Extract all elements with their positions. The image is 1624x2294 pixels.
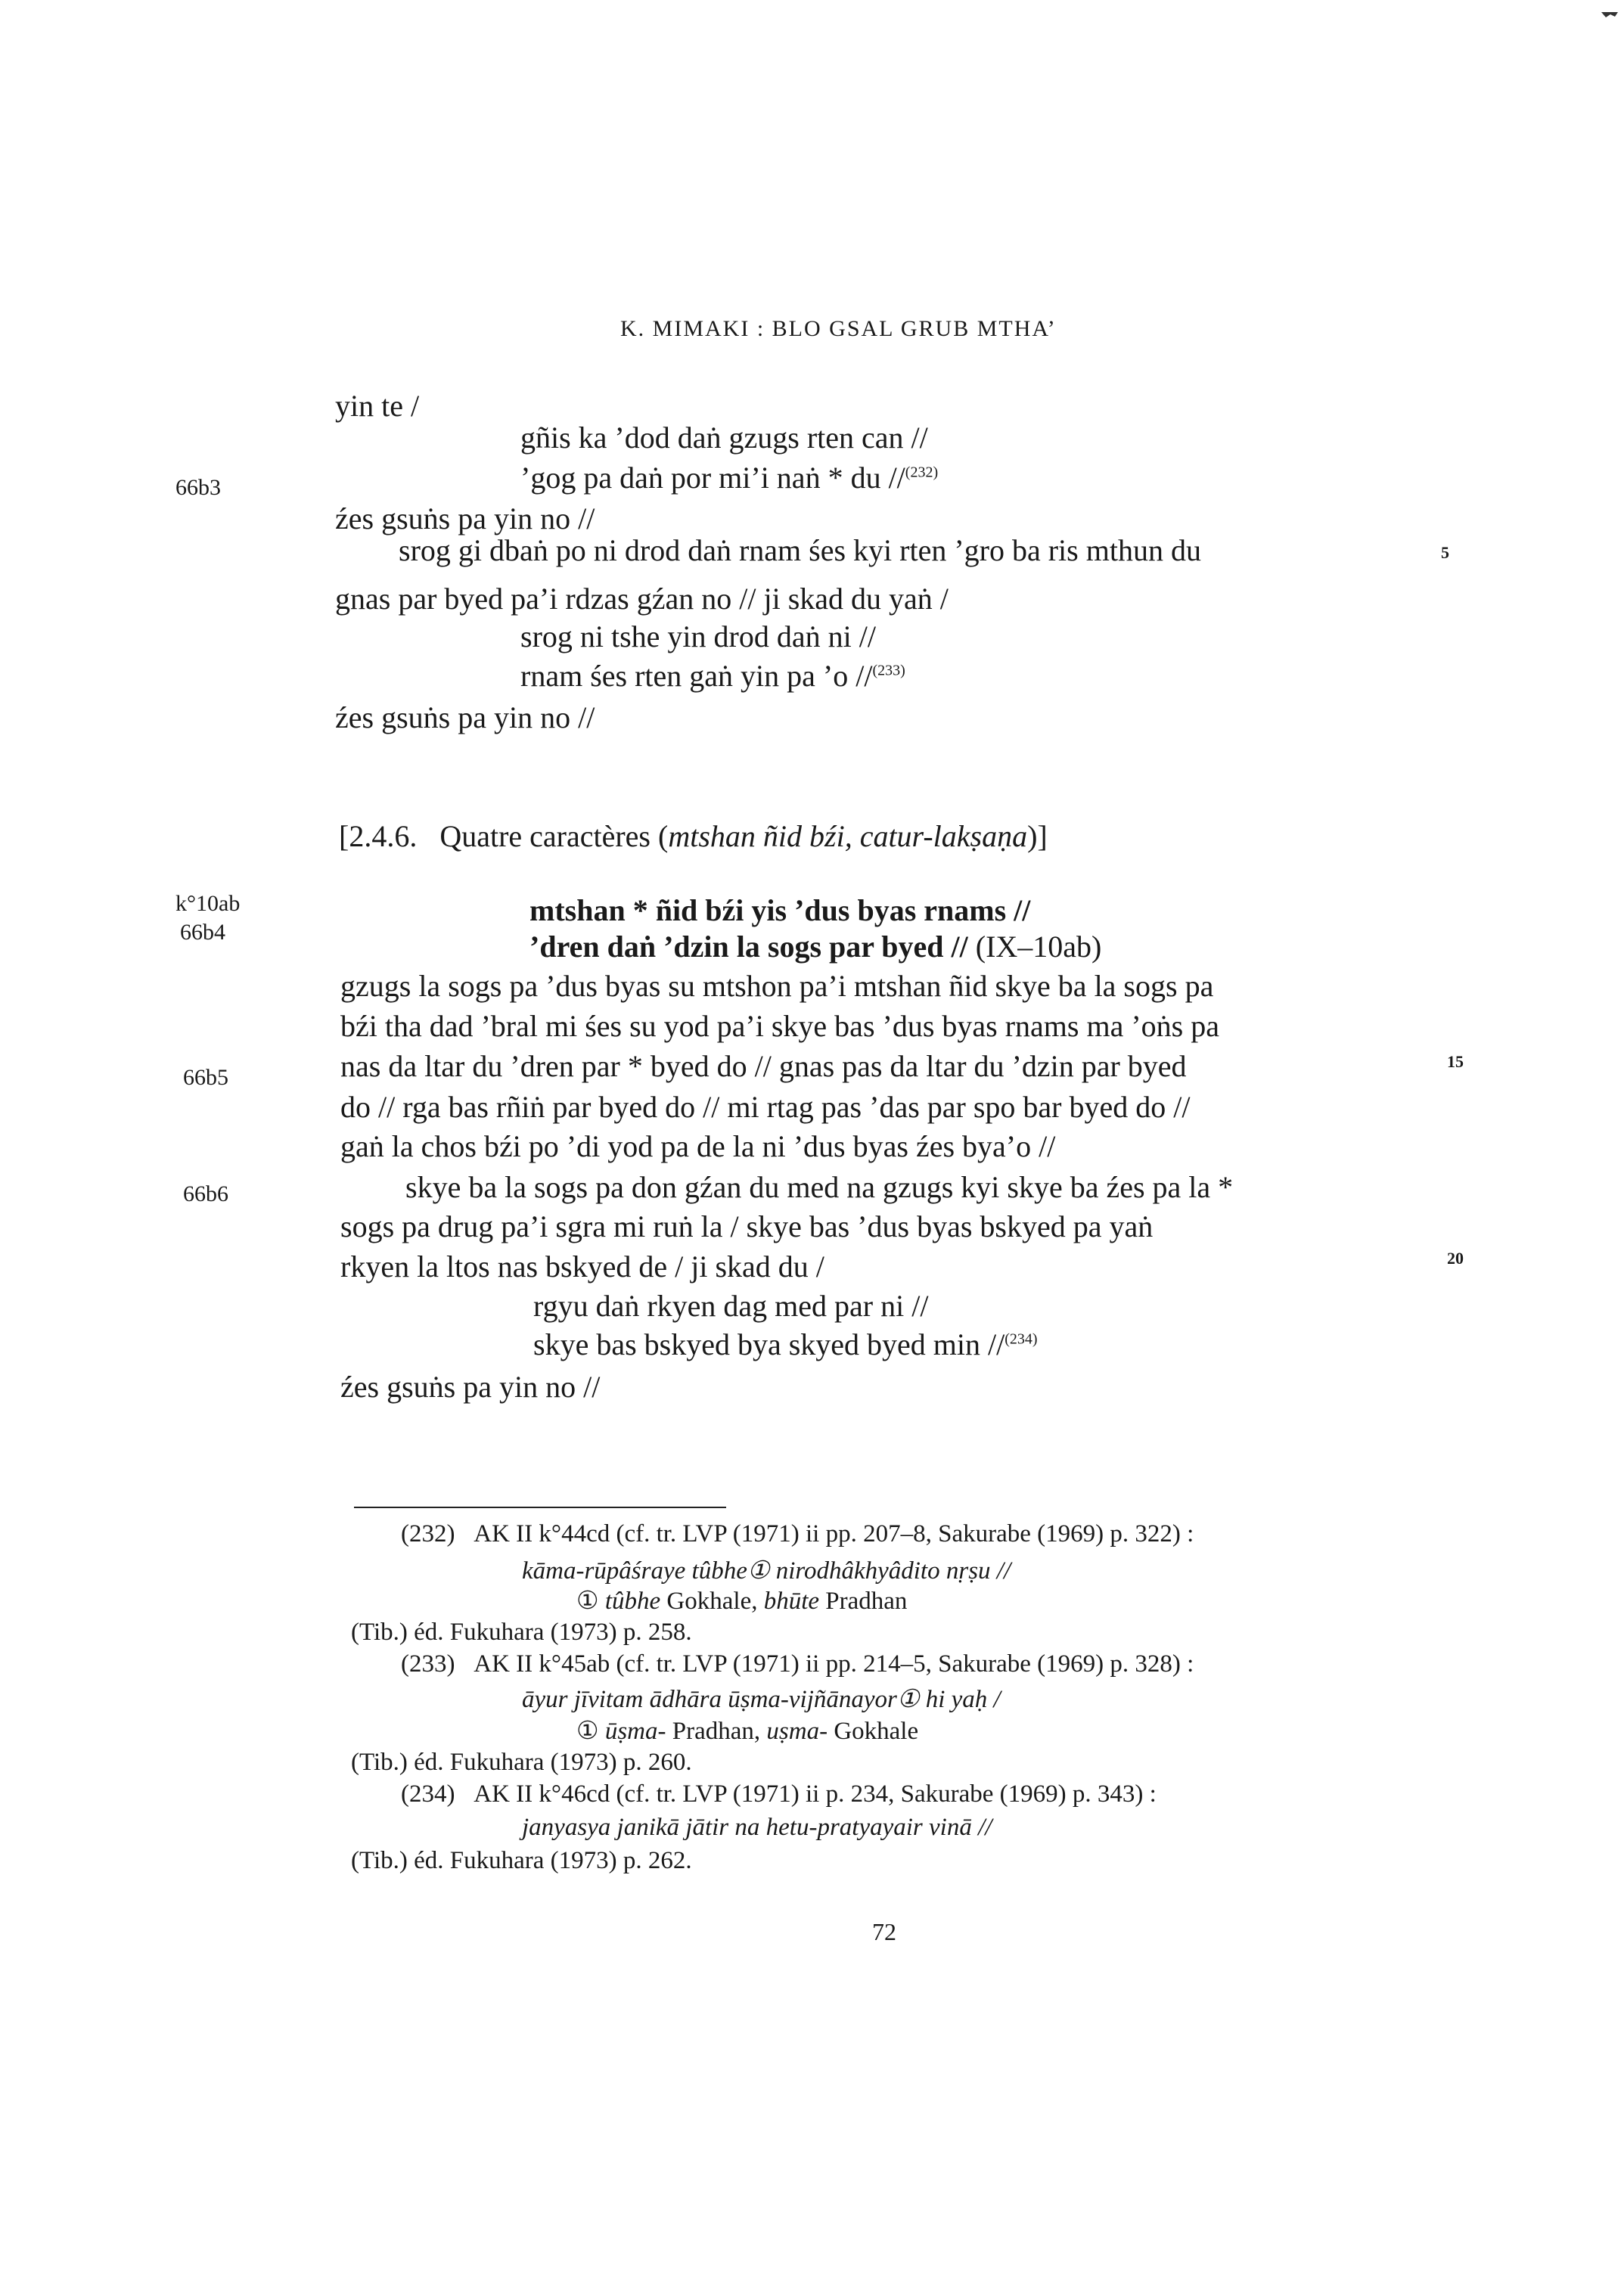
verse-line: rnam śes rten gaṅ yin pa ’o //$^{(233)}$ (520, 659, 905, 693)
text-line: nas da ltar du ’dren par * byed do // gnas pas da ltar du ’dzin par byed (340, 1049, 1187, 1083)
section-heading: [2.4.6. Quatre caractères (mtshan ñid bźi, catur-lakṣaṇa)] (339, 819, 1048, 853)
footnote-233-variant: ① ūṣma- Pradhan, uṣma- Gokhale (576, 1718, 919, 1745)
text-line: gaṅ la chos bźi po ’di yod pa de la ni ’dus byas źes bya’o // (340, 1129, 1056, 1163)
text-line: źes gsuṅs pa yin no // (335, 501, 595, 535)
verse-line: srog ni tshe yin drod daṅ ni // (520, 619, 876, 653)
text-line: źes gsuṅs pa yin no // (335, 700, 595, 734)
verse-line: skye bas bskyed bya skyed byed min //$^{(234)}$ (533, 1327, 1038, 1361)
verse-line: gñis ka ’dod daṅ gzugs rten can // (520, 421, 928, 455)
footnote-234: (234) AK II k°46cd (cf. tr. LVP (1971) ii p. 234, Sakurabe (1969) p. 343) : (401, 1780, 1157, 1808)
text-line: źes gsuṅs pa yin no // (340, 1370, 601, 1404)
footnote-232-variant: ① tûbhe Gokhale, bhūte Pradhan (576, 1588, 908, 1615)
footnote-233-tib: (Tib.) éd. Fukuhara (1973) p. 260. (351, 1749, 692, 1776)
margin-ref-66b6: 66b6 (183, 1181, 228, 1206)
text-line: sogs pa drug pa’i sgra mi ruṅ la / skye bas ’dus byas bskyed pa yaṅ (340, 1209, 1154, 1243)
footnote-ref-233[interactable]: (233) (872, 662, 905, 679)
footnote-232-tib: (Tib.) éd. Fukuhara (1973) p. 258. (351, 1619, 692, 1646)
margin-ref-k10ab: k°10ab (175, 891, 241, 916)
text-line: rkyen la ltos nas bskyed de / ji skad du / (340, 1249, 824, 1284)
footnote-232-sanskrit: kāma-rūpâśraye tûbhe① nirodhâkhyâdito nṛṣu // (522, 1557, 1011, 1585)
text-line: gnas par byed pa’i rdzas gźan no // ji skad du yaṅ / (335, 582, 949, 616)
verse-line: ’gog pa daṅ por mi’i naṅ * du //$^{(232)}$ (520, 461, 939, 495)
footnote-234-tib: (Tib.) éd. Fukuhara (1973) p. 262. (351, 1847, 692, 1874)
footnote-ref-234[interactable]: (234) (1005, 1330, 1038, 1348)
bold-verse-line: mtshan * ñid bźi yis ’dus byas rnams // (529, 893, 1031, 927)
margin-ref-66b5: 66b5 (183, 1065, 228, 1090)
footnote-divider (354, 1507, 726, 1508)
line-number-15: 15 (1447, 1052, 1464, 1071)
text-line: bźi tha dad ’bral mi śes su yod pa’i skye bas ’dus byas rnams ma ’oṅs pa (340, 1009, 1219, 1043)
bold-verse-line: ’dren daṅ ’dzin la sogs par byed // (IX–10ab) (529, 930, 1102, 964)
text-line: yin te / (335, 389, 420, 423)
verse-line: rgyu daṅ rkyen dag med par ni // (533, 1289, 929, 1323)
text-line: do // rga bas rñiṅ par byed do // mi rtag pas ’das par spo bar byed do // (340, 1090, 1191, 1124)
line-number-20: 20 (1447, 1249, 1464, 1268)
footnote-232: (232) AK II k°44cd (cf. tr. LVP (1971) ii pp. 207–8, Sakurabe (1969) p. 322) : (401, 1520, 1194, 1547)
footnote-ref-232[interactable]: (232) (905, 464, 939, 481)
footnote-233: (233) AK II k°45ab (cf. tr. LVP (1971) ii pp. 214–5, Sakurabe (1969) p. 328) : (401, 1650, 1194, 1678)
footnote-233-sanskrit: āyur jīvitam ādhāra ūṣma-vijñānayor① hi yaḥ / (522, 1686, 1001, 1713)
footnote-234-sanskrit: janyasya janikā jātir na hetu-pratyayair vinā // (522, 1814, 992, 1841)
text-line: skye ba la sogs pa don gźan du med na gzugs kyi skye ba źes pa la * (405, 1170, 1234, 1204)
text-line: gzugs la sogs pa ’dus byas su mtshon pa’i mtshan ñid skye ba la sogs pa (340, 969, 1214, 1003)
margin-ref-66b4: 66b4 (180, 920, 225, 945)
text-line: srog gi dbaṅ po ni drod daṅ rnam śes kyi rten ’gro ba ris mthun du (399, 533, 1201, 567)
corner-mark-icon (1601, 11, 1618, 18)
line-number-5: 5 (1441, 543, 1449, 562)
page-number: 72 (872, 1918, 896, 1945)
margin-ref-66b3: 66b3 (175, 475, 221, 500)
running-header: K. MIMAKI : BLO GSAL GRUB MTHA’ (620, 316, 1057, 341)
